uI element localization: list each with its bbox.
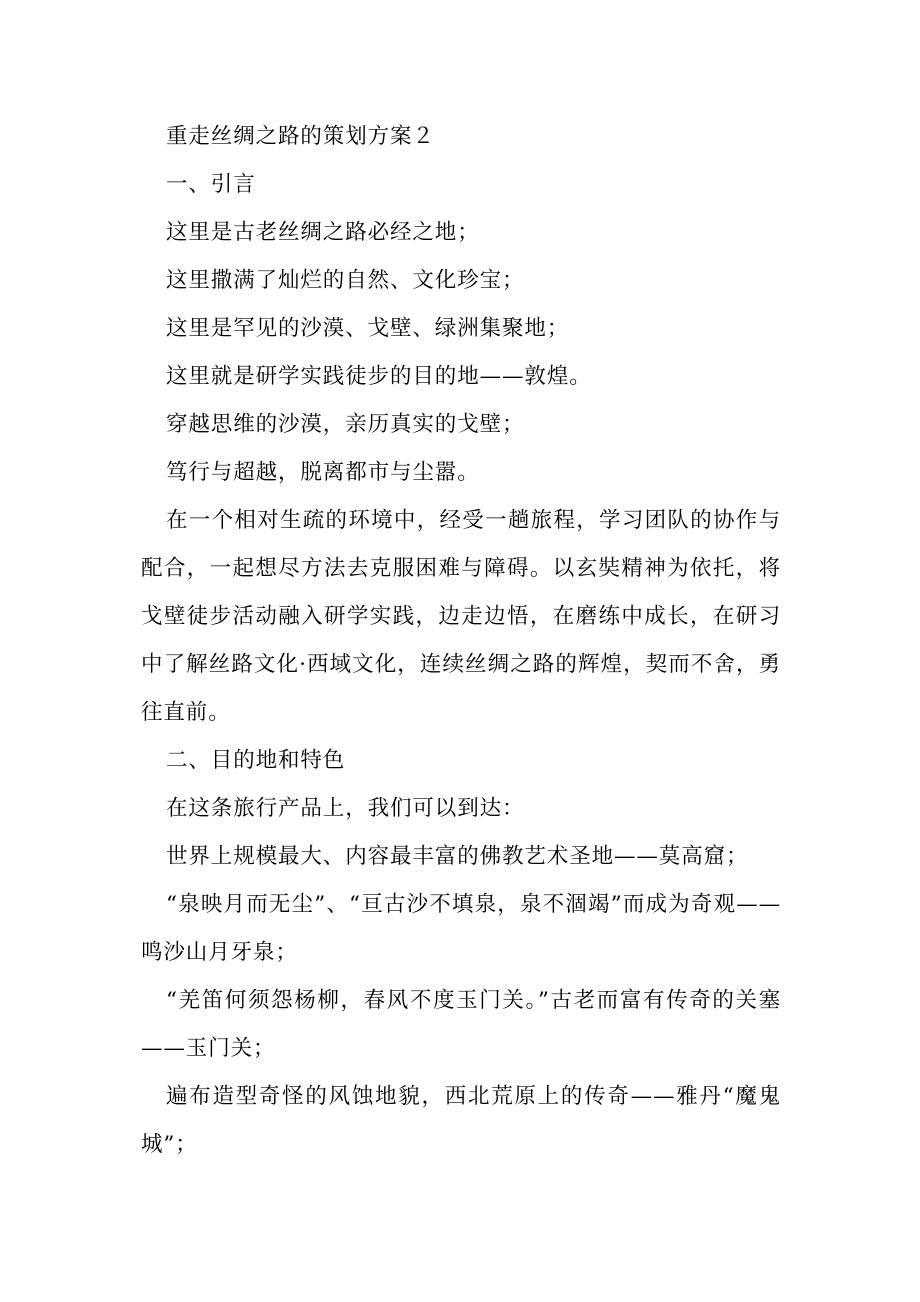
intro-line: 穿越思维的沙漠，亲历真实的戈壁； xyxy=(166,412,525,437)
intro-line: 这里就是研学实践徒步的目的地——敦煌。 xyxy=(166,364,592,389)
destination-item: 世界上规模最大、内容最丰富的佛教艺术圣地——莫高窟； xyxy=(166,844,749,869)
destination-item: “羌笛何须怨杨柳，春风不度玉门关。”古老而富有传奇的关塞——玉门关； xyxy=(141,988,781,1061)
section-heading-destinations: 二、目的地和特色 xyxy=(166,748,346,773)
section-lead: 在这条旅行产品上，我们可以到达： xyxy=(166,796,525,821)
destination-item: “泉映月而无尘”、“亘古沙不填泉，泉不涸竭”而成为奇观——鸣沙山月牙泉； xyxy=(141,892,781,965)
intro-line: 笃行与超越，脱离都市与尘嚣。 xyxy=(166,460,480,485)
intro-line: 这里撒满了灿烂的自然、文化珍宝； xyxy=(166,268,525,293)
document-title: 重走丝绸之路的策划方案２ xyxy=(166,124,435,149)
intro-line: 这里是古老丝绸之路必经之地； xyxy=(166,220,480,245)
intro-line: 这里是罕见的沙漠、戈壁、绿洲集聚地； xyxy=(166,316,570,341)
intro-paragraph: 在一个相对生疏的环境中，经受一趟旅程，学习团队的协作与配合，一起想尽方法去克服困难与障碍。以玄奘精神为依托，将戈壁徒步活动融入研学实践，边走边悟，在磨练中成长，在研习中了解丝路文化·西域文化，连续丝绸之路的辉煌，契而不舍，勇往直前。 xyxy=(141,508,781,725)
document-page xyxy=(141,113,781,1169)
destination-item: 遍布造型奇怪的风蚀地貌，西北荒原上的传奇——雅丹“魔鬼城”； xyxy=(141,1084,781,1157)
section-heading-intro: 一、引言 xyxy=(166,172,256,197)
